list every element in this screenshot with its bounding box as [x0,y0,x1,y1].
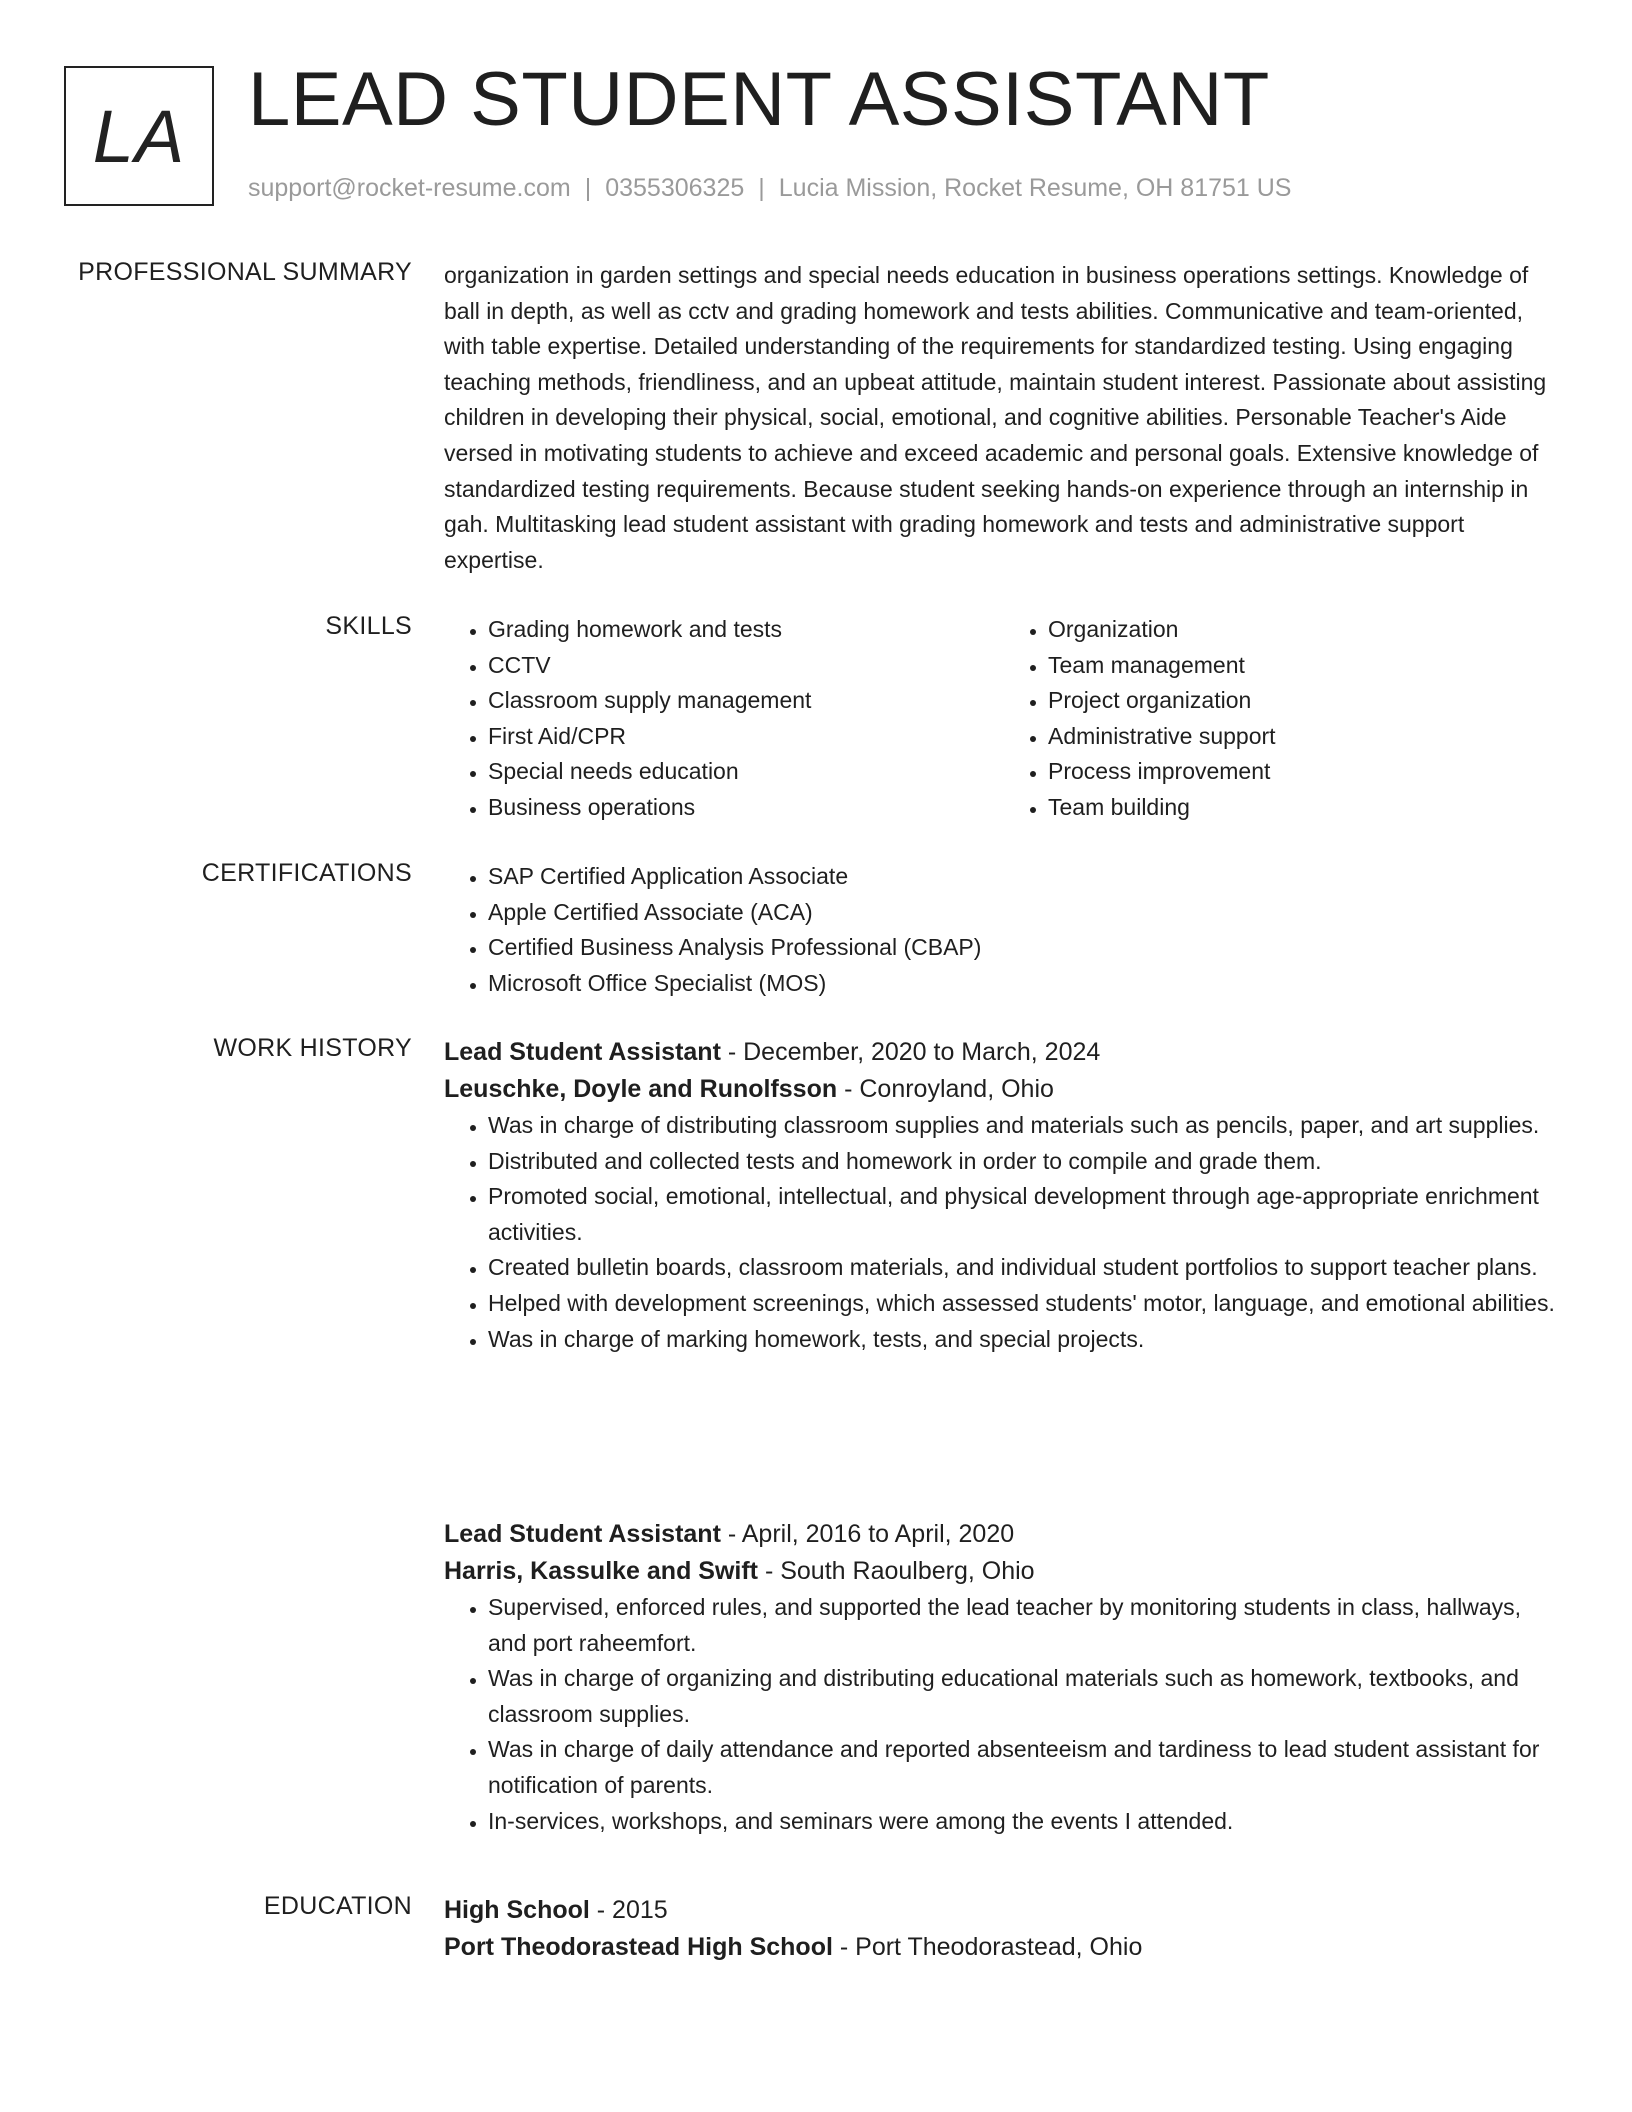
job-entry [444,1516,1564,1839]
contact-email[interactable]: support@rocket-resume.com [248,174,571,202]
skill-item: • Administrative support [1048,719,1564,755]
skill-item: • Team building [1048,790,1564,826]
skill-item: • Process improvement [1048,754,1564,790]
job-duty-item: • In-services, workshops, and seminars were among the events I attended. [488,1804,1564,1840]
certifications-heading: CERTIFICATIONS [201,859,412,887]
job-duty-item: • Was in charge of distributing classroom supplies and materials such as pencils, paper, and art supplies. [488,1108,1564,1144]
skill-item: • Special needs education [488,754,1004,790]
summary-text: organization in garden settings and special needs education in business operations settings. Knowledge of ball in depth, as well as cctv and grading homework and tests abilities. Communicative and team-oriented, with table expertise. Detailed understanding of the requirements for standardized testing. Using engaging teaching methods, friendliness, and an upbeat attitude, maintain student interest. Passionate about assisting children in developing their physical, social, emotional, and cognitive abilities. Personable Teacher's Aide versed in motivating students to achieve and exceed academic and personal goals. Extensive knowledge of standardized testing requirements. Because student seeking hands-on experience through an internship in gah. Multitasking lead student assistant with grading homework and tests and administrative support expertise. [444,262,1547,573]
job-duty-item: • Helped with development screenings, which assessed students' motor, language, and emotional abilities. [488,1286,1564,1322]
job-company: Leuschke, Doyle and Runolfsson [444,1075,838,1103]
job-title: Lead Student Assistant [444,1520,721,1548]
contact-phone[interactable]: 0355306325 [605,174,745,202]
skill-item: • Grading homework and tests [488,612,1004,648]
job-duty-item: • Created bulletin boards, classroom materials, and individual student portfolios to support teacher plans. [488,1250,1564,1286]
job-duty-item: • Was in charge of organizing and distributing educational materials such as homework, textbooks, and classroom supplies. [488,1661,1564,1732]
job-duties-list [444,1108,1564,1357]
job-duties-list [444,1590,1564,1839]
job-company-line [444,1071,1564,1108]
work-history-heading: WORK HISTORY [213,1034,412,1062]
job-title-line [444,1034,1564,1071]
job-title: Lead Student Assistant [444,1038,721,1066]
certification-item: • SAP Certified Application Associate [488,859,1564,895]
skill-item: • First Aid/CPR [488,719,1004,755]
education-degree-line [444,1892,1564,1929]
certification-item: • Apple Certified Associate (ACA) [488,895,1564,931]
skill-item: • Classroom supply management [488,683,1004,719]
monogram-initials: LA [92,94,186,178]
contact-separator: | [758,174,765,202]
skill-item: • Business operations [488,790,1004,826]
skills-grid [444,612,1564,826]
contact-separator: | [584,174,592,202]
contact-address: Lucia Mission, Rocket Resume, OH 81751 US [778,174,1292,202]
skills-list-left [444,612,1004,826]
job-location: - Conroyland, Ohio [837,1075,1054,1103]
certifications-list [444,859,1564,1001]
skill-item: • CCTV [488,648,1004,684]
education-school-line [444,1929,1564,1966]
education-location: - Port Theodorastead, Ohio [832,1933,1143,1961]
job-dates: - April, 2016 to April, 2020 [720,1520,1015,1548]
skills-heading: SKILLS [325,612,412,640]
resume-title: LEAD STUDENT ASSISTANT [248,57,1270,142]
skills-list-right [1004,612,1564,826]
summary-content [444,258,1564,578]
job-dates: - December, 2020 to March, 2024 [720,1038,1101,1066]
certification-item: • Certified Business Analysis Professional (CBAP) [488,930,1564,966]
job-location: - South Raoulberg, Ohio [758,1557,1035,1585]
monogram-box [64,66,214,206]
education-year: - 2015 [589,1896,668,1924]
education-school: Port Theodorastead High School [444,1933,833,1961]
job-duty-item: • Distributed and collected tests and homework in order to compile and grade them. [488,1144,1564,1180]
job-duty-item: • Supervised, enforced rules, and supported the lead teacher by monitoring students in class, hallways, and port raheemfort. [488,1590,1564,1661]
job-duty-item: • Was in charge of marking homework, tests, and special projects. [488,1322,1564,1358]
job-duty-item: • Promoted social, emotional, intellectual, and physical development through age-appropriate enrichment activities. [488,1179,1564,1250]
skill-item: • Project organization [1048,683,1564,719]
job-company: Harris, Kassulke and Swift [444,1557,759,1585]
job-company-line [444,1553,1564,1590]
education-entry [444,1892,1564,1966]
job-title-line [444,1516,1564,1553]
contact-line [248,174,1292,203]
education-degree: High School [444,1896,590,1924]
certification-item: • Microsoft Office Specialist (MOS) [488,966,1564,1002]
education-heading: EDUCATION [263,1892,412,1920]
job-entry [444,1034,1564,1357]
skill-item: • Organization [1048,612,1564,648]
skill-item: • Team management [1048,648,1564,684]
job-duty-item: • Was in charge of daily attendance and reported absenteeism and tardiness to lead student assistant for notification of parents. [488,1732,1564,1803]
summary-heading: PROFESSIONAL SUMMARY [78,258,412,286]
certifications-content [444,859,1564,1001]
